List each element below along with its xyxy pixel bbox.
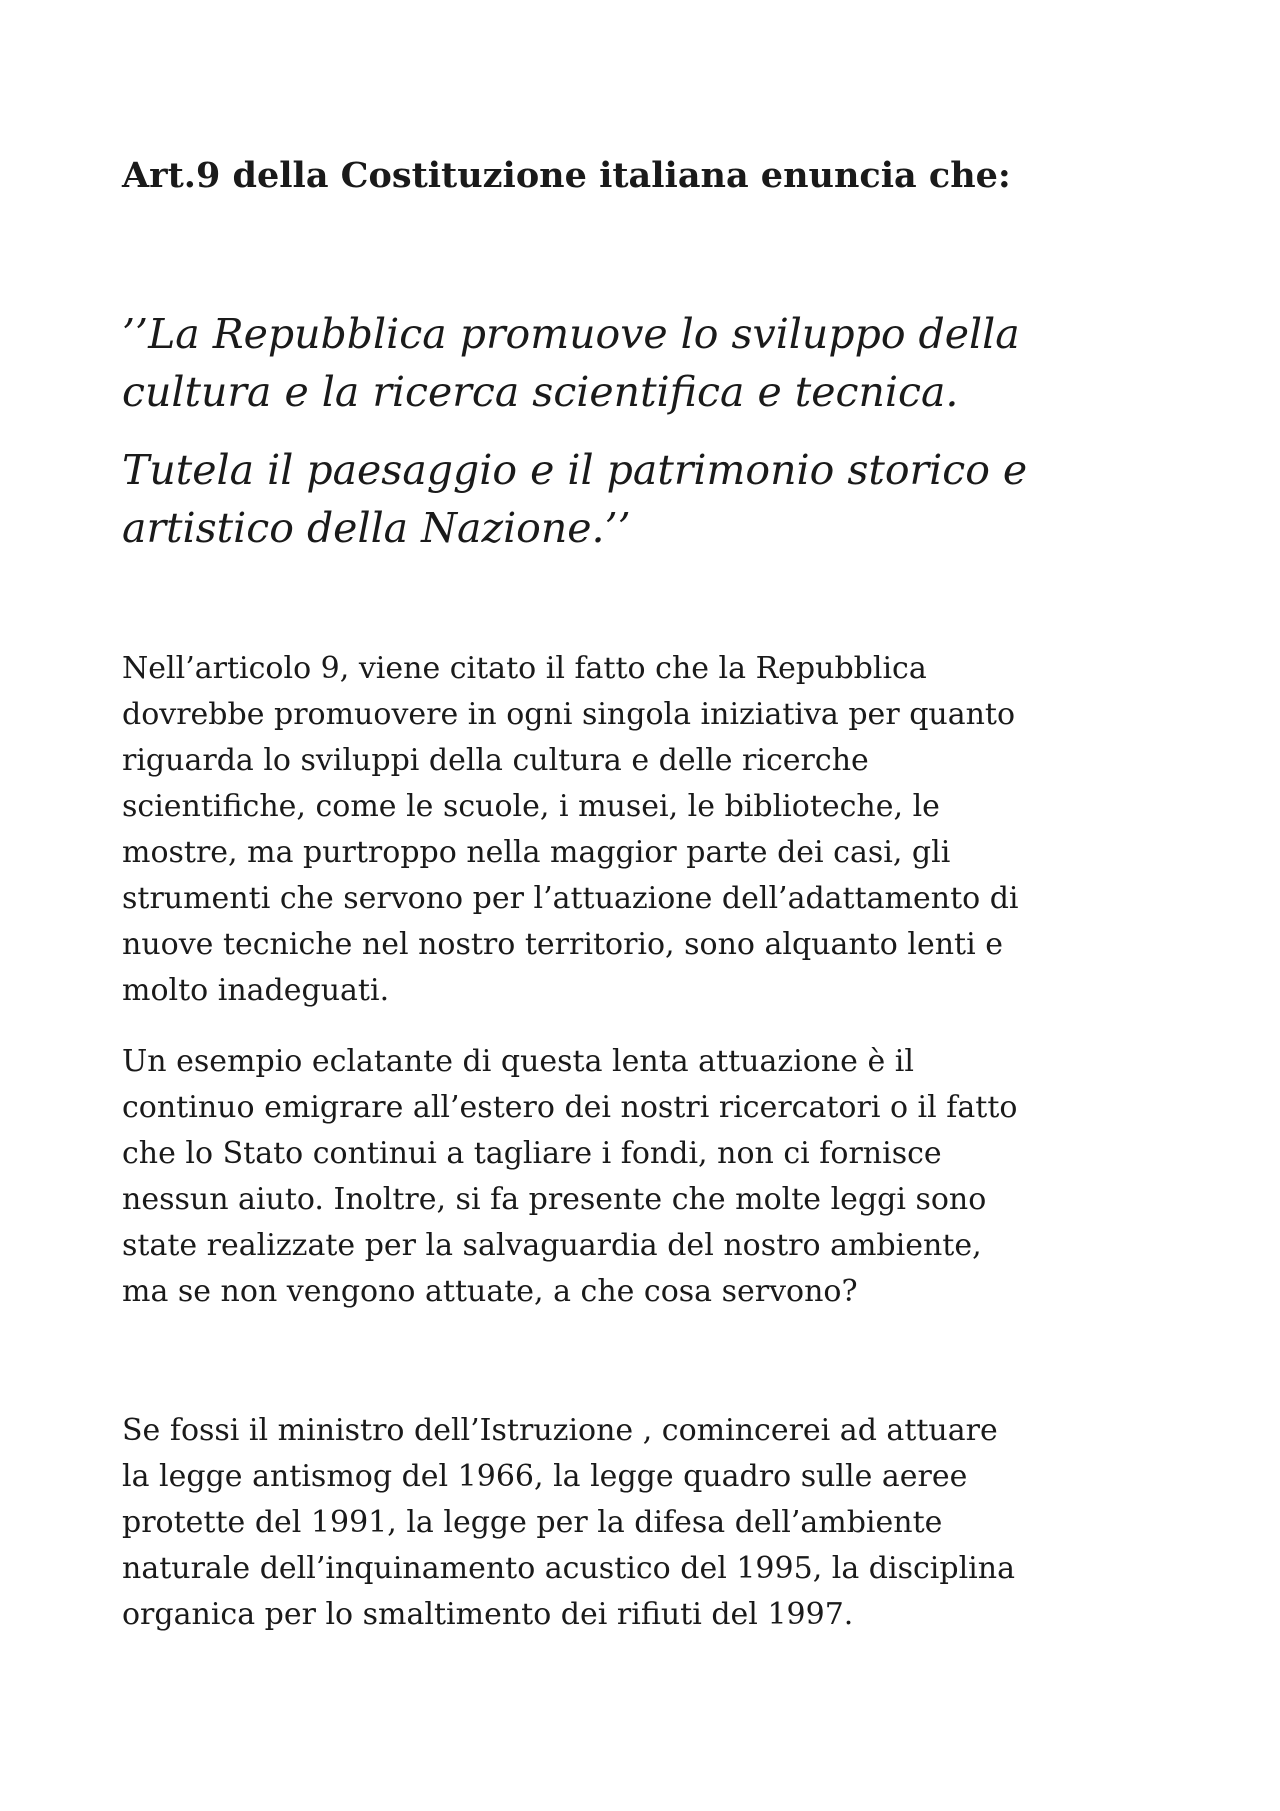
paragraph-line: naturale dell’inquinamento acustico del 1995, la disciplina [122,1551,1015,1586]
paragraph-line: mostre, ma purtroppo nella maggior parte dei casi, gli [122,835,951,870]
paragraph-line: la legge antismog del 1966, la legge quadro sulle aeree [122,1459,968,1494]
paragraph-line: dovrebbe promuovere in ogni singola iniziativa per quanto [122,697,1016,732]
paragraph-line: nuove tecniche nel nostro territorio, sono alquanto lenti e [122,927,1003,962]
quote-spacer [122,421,1182,441]
paragraph-line: scientifiche, come le scuole, i musei, le biblioteche, le [122,789,940,824]
paragraph-line: Nell’articolo 9, viene citato il fatto che la Repubblica [122,651,927,686]
paragraph-minister-proposal [122,1408,1202,1638]
paragraph-line: continuo emigrare all’estero dei nostri ricercatori o il fatto [122,1090,1018,1125]
paragraph-line: che lo Stato continui a tagliare i fondi, non ci fornisce [122,1136,942,1171]
paragraph-line: protette del 1991, la legge per la difesa dell’ambiente [122,1505,943,1540]
paragraph-line: riguarda lo sviluppi della cultura e delle ricerche [122,743,869,778]
quote-line: Tutela il paesaggio e il patrimonio storico e [122,446,1028,494]
paragraph-line: organica per lo smaltimento dei rifiuti del 1997. [122,1597,854,1632]
paragraph-article-9-commentary [122,646,1202,1014]
document-heading: Art.9 della Costituzione italiana enuncia che: [122,155,1011,196]
constitution-quote [122,305,1182,557]
paragraph-line: Un esempio eclatante di questa lenta attuazione è il [122,1044,914,1079]
quote-line: artistico della Nazione.’’ [122,504,631,552]
paragraph-line: molto inadeguati. [122,973,390,1008]
quote-line: ’’La Repubblica promuove lo sviluppo della [122,310,1020,358]
quote-line: cultura e la ricerca scientifica e tecnica. [122,368,959,416]
paragraph-line: Se fossi il ministro dell’Istruzione , comincerei ad attuare [122,1413,998,1448]
paragraph-line: state realizzate per la salvaguardia del nostro ambiente, [122,1228,982,1263]
paragraph-line: strumenti che servono per l’attuazione dell’adattamento di [122,881,1019,916]
paragraph-line: nessun aiuto. Inoltre, si fa presente che molte leggi sono [122,1182,987,1217]
paragraph-line: ma se non vengono attuate, a che cosa servono? [122,1274,858,1309]
paragraph-example [122,1039,1202,1315]
